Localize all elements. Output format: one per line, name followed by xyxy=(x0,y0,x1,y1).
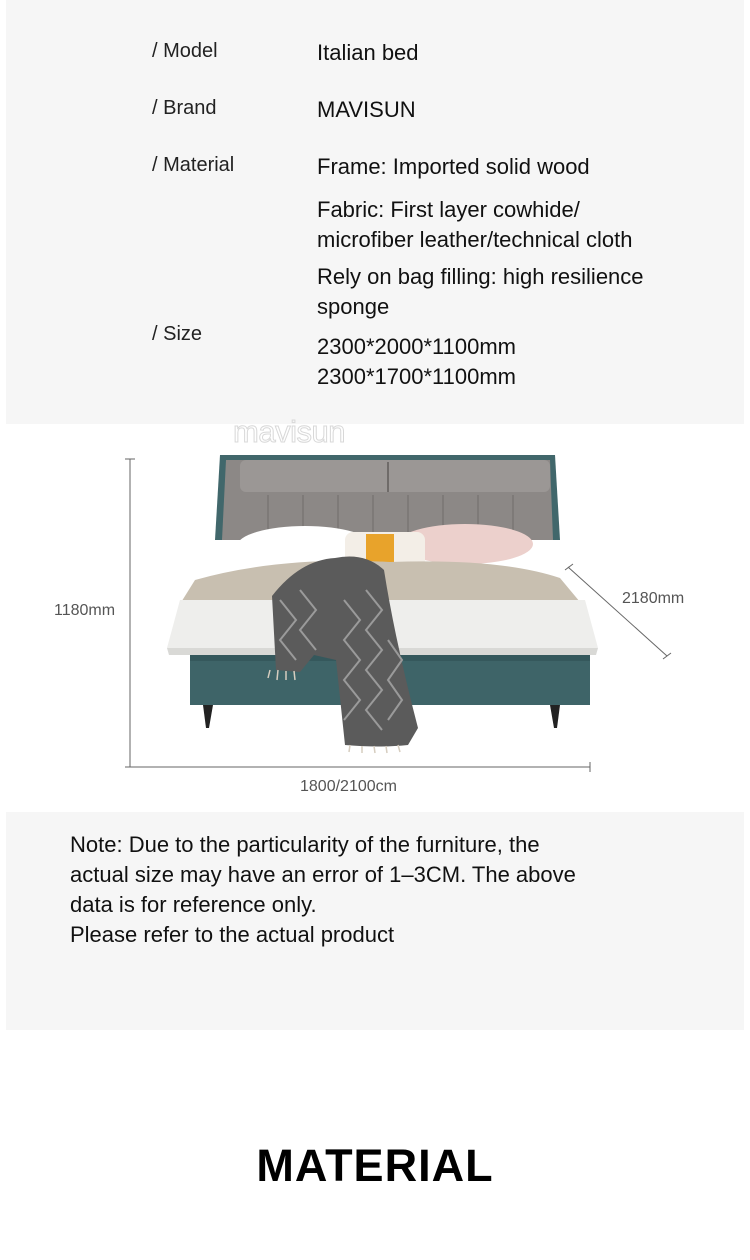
spec-value-size-1: 2300*2000*1100mm xyxy=(317,334,516,359)
note-line: actual size may have an error of 1–3CM. The above xyxy=(70,862,576,887)
brand-watermark: mavisun xyxy=(233,414,345,449)
note-line: data is for reference only. xyxy=(70,892,317,917)
spec-label-model: / Model xyxy=(152,40,218,62)
section-title: MATERIAL xyxy=(256,1140,494,1191)
width-dimension-label: 1800/2100cm xyxy=(300,778,397,795)
spec-value-material-filling-2: sponge xyxy=(317,294,390,319)
bed-illustration xyxy=(167,455,598,753)
spec-value-model: Italian bed xyxy=(317,40,419,65)
spec-label-material: / Material xyxy=(152,154,235,176)
note-line: Please refer to the actual product xyxy=(70,922,395,947)
spec-value-material-filling-1: Rely on bag filling: high resilience xyxy=(317,264,644,289)
spec-value-brand: MAVISUN xyxy=(317,97,416,122)
spec-value-size-2: 2300*1700*1100mm xyxy=(317,364,516,389)
spec-label-brand: / Brand xyxy=(152,97,217,119)
height-dimension-label: 1180mm xyxy=(54,602,116,619)
note-line: Note: Due to the particularity of the furniture, the xyxy=(70,832,540,857)
depth-dimension-label: 2180mm xyxy=(622,590,685,607)
size-disclaimer-note xyxy=(70,830,690,950)
spec-value-material-frame: Frame: Imported solid wood xyxy=(317,154,590,179)
spec-label-size: / Size xyxy=(152,323,203,345)
spec-value-material-fabric-1: Fabric: First layer cowhide/ xyxy=(317,197,580,222)
spec-value-material-fabric-2: microfiber leather/technical cloth xyxy=(317,227,633,252)
